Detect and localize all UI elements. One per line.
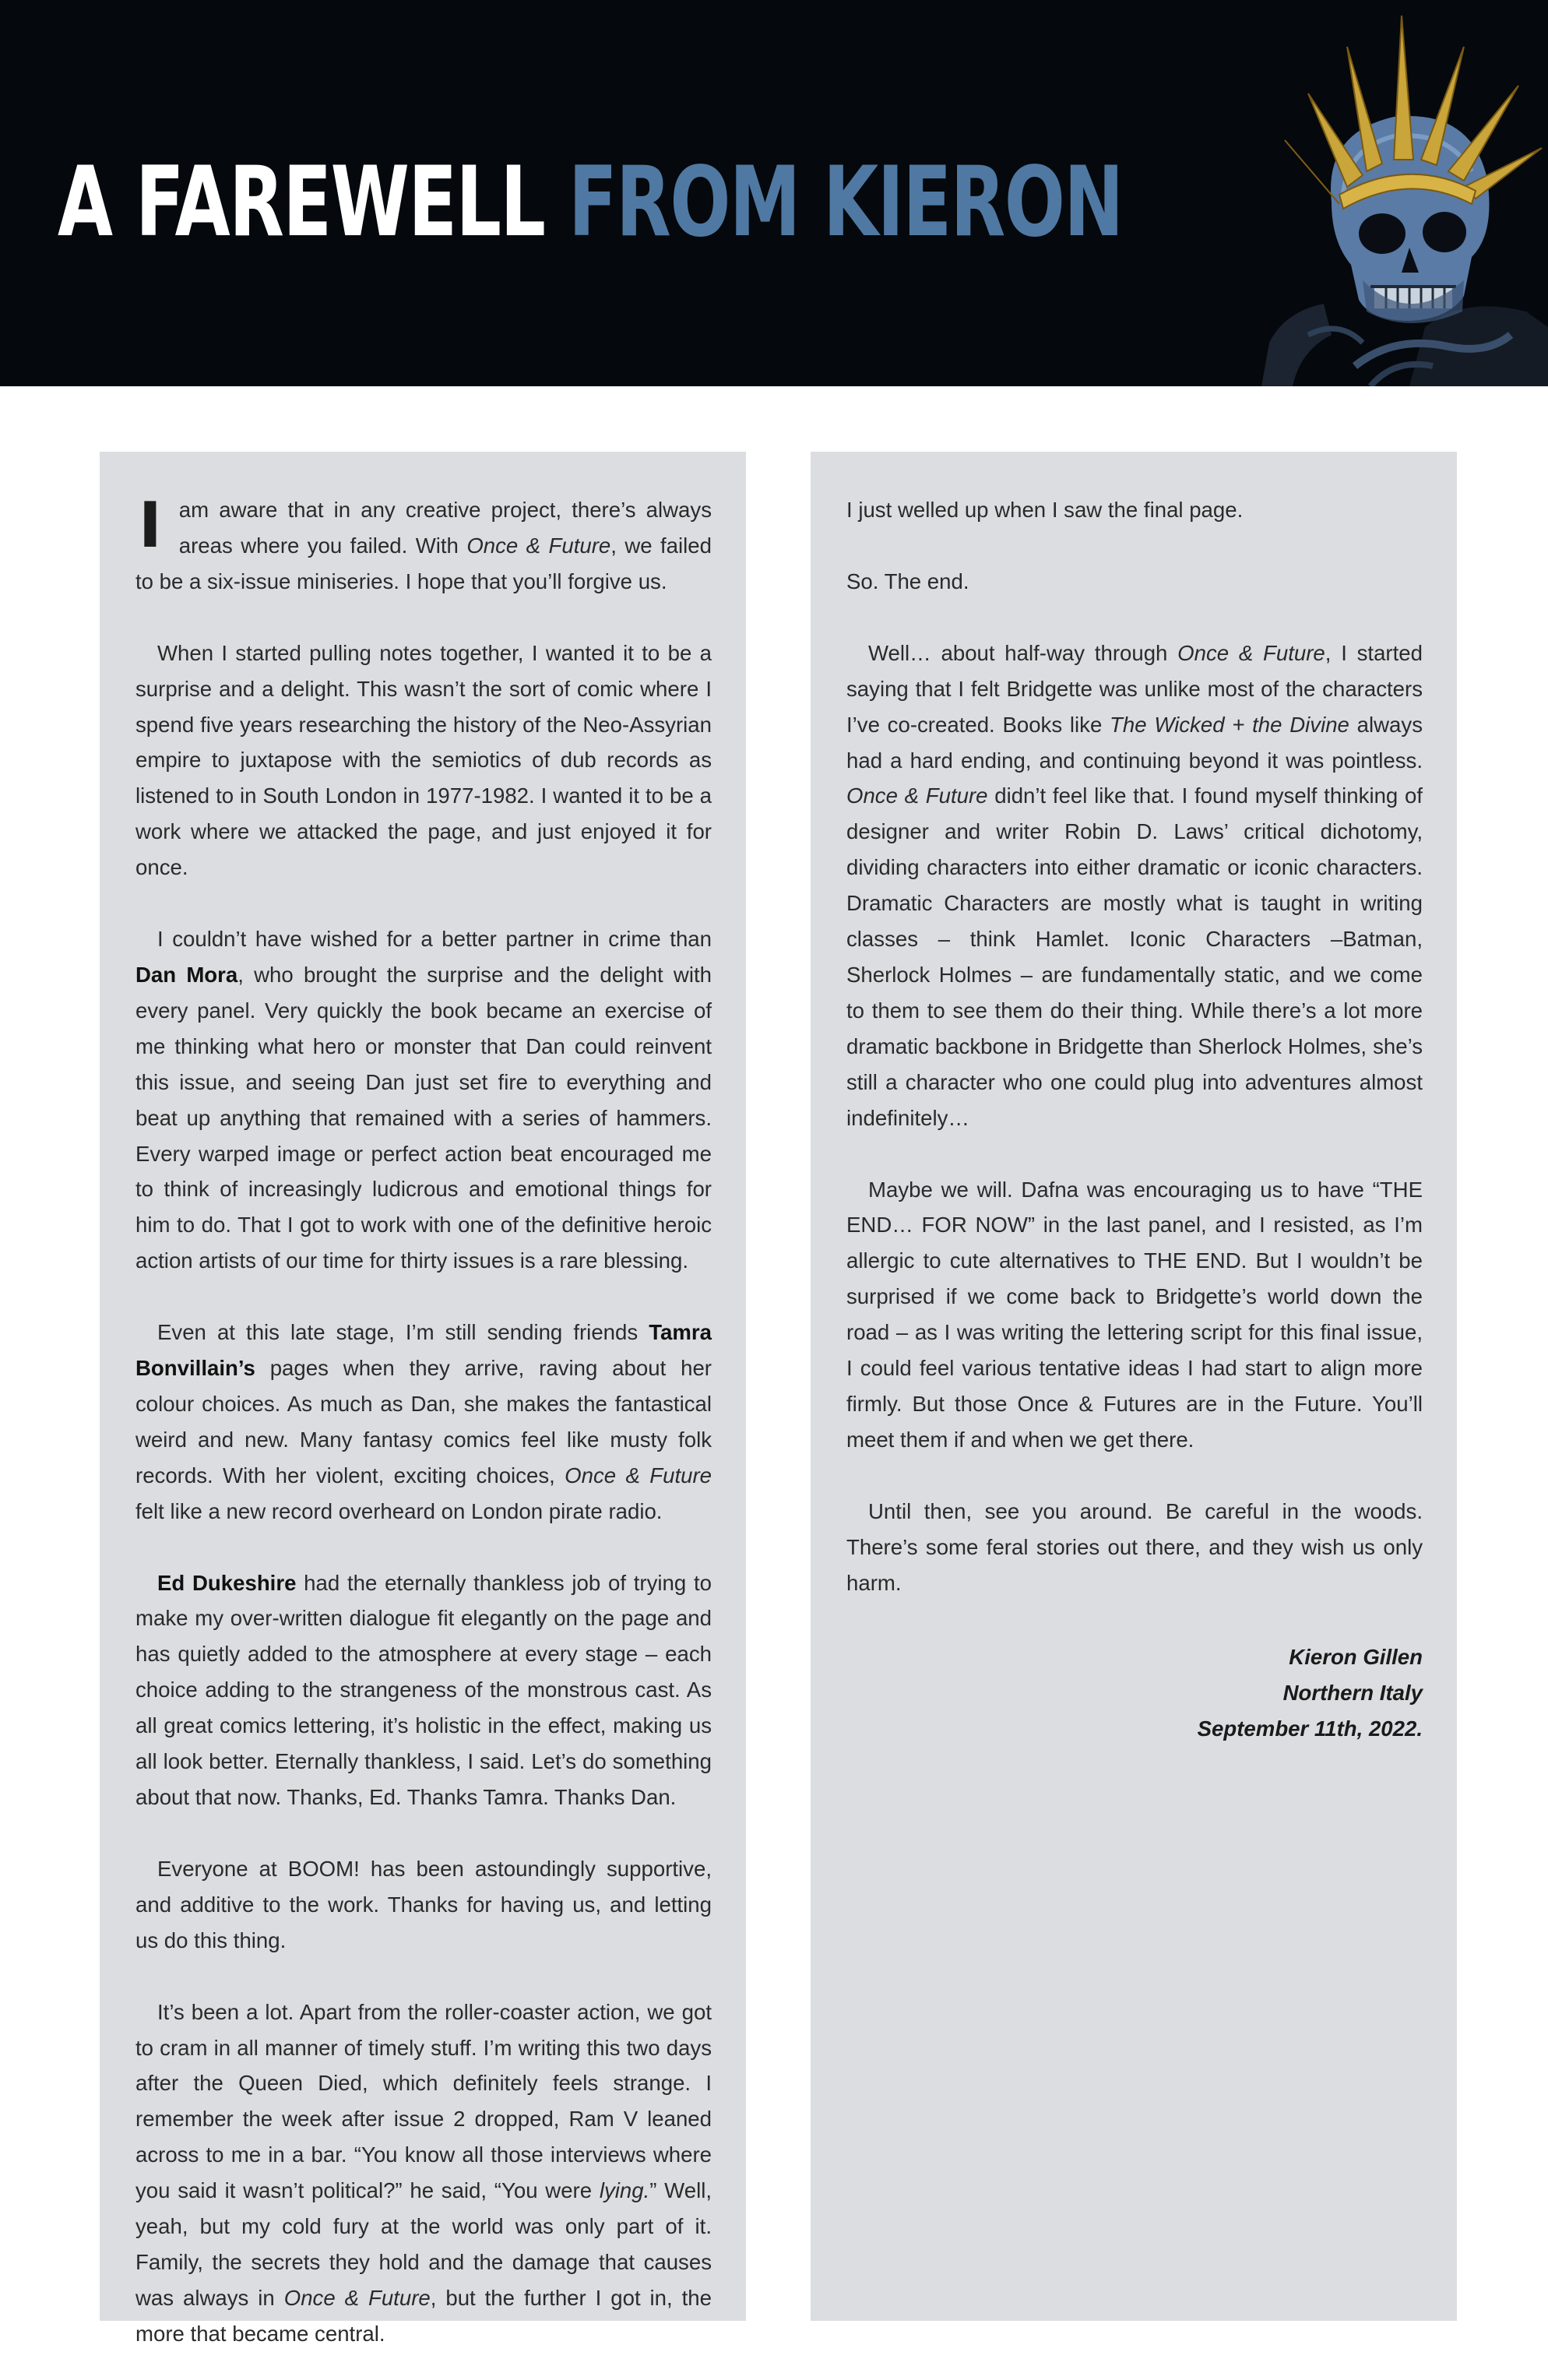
text-run: always had a hard ending, and continuing beyond it was pointless. — [846, 712, 1423, 773]
italic-title: Once & Future — [1177, 640, 1325, 665]
paragraph-1 — [135, 489, 712, 600]
text-run: , but the further I got in, the more that became central. — [135, 2285, 712, 2346]
text-run: am aware that in any creative project, there’s always areas where you failed. With — [178, 498, 712, 558]
paragraph-12: Until then, see you around. Be careful in the woods. There’s some feral stories out there, and they wish us only harm. — [846, 1498, 1423, 1595]
text-run: Even at this late stage, I’m still sending friends — [157, 1320, 649, 1345]
text-run: , we failed to be a six-issue miniseries. I hope that you’ll forgive us. — [135, 533, 712, 593]
italic-title: Once & Future — [846, 783, 988, 808]
text-run: , I started saying that I felt Bridgette was unlike most of the characters I’ve co-created. Books like — [846, 640, 1423, 737]
paragraph-5 — [135, 1565, 712, 1815]
paragraph-7 — [135, 1994, 712, 2352]
paragraph-2: When I started pulling notes together, I wanted it to be a surprise and a delight. This wasn’t the sort of comic where I spend five years researching the history of the Neo-Assyrian empire to juxtapose with the semiotics of dub records as listened to in South London in 1977-1982. I wanted it to be a work where we attacked the page, and just enjoyed it for once. — [135, 640, 712, 880]
signoff-date: September 11th, 2022. — [1197, 1716, 1423, 1741]
paragraph-6: Everyone at BOOM! has been astoundingly supportive, and additive to the work. Thanks for having us, and letting us do this thing. — [135, 1856, 712, 1952]
letter-column-left — [100, 452, 746, 2346]
text-run: It’s been a lot. Apart from the roller-coaster action, we got to cram in all manner of timely stuff. I’m writing this two days after the Queen Died, which definitely feels strange. I remember the week after issue 2 dropped, Ram V leaned across to me in a bar. “You know all those interviews where you said it wasn’t political?” he said, “You were — [135, 1999, 712, 2203]
drop-cap: I — [139, 489, 162, 562]
paragraph-11: Maybe we will. Dafna was encouraging us to have “THE END… FOR NOW” in the last panel, and I resisted, as I’m allergic to cute alternatives to THE END. But I wouldn’t be surprised if we come back to Bridgette’s world down the road – as I was writing the lettering script for this final issue, I could feel various tentative ideas I had start to align more firmly. But those Once & Futures are in the Future. You’ll meet them if and when we get there. — [846, 1177, 1423, 1452]
crowned-skull-icon — [1215, 0, 1548, 386]
paragraph-4 — [135, 1315, 712, 1529]
paragraph-9: So. The end. — [846, 569, 969, 593]
text-run: had the eternally thankless job of trying to make my over-written dialogue fit elegantly on the page and has quietly added to the atmosphere at every stage – each choice adding to the strangeness of the monstrous cast. As all great comics lettering, it’s holistic in the effect, making us all look better. Eternally thankless, I said. Let’s do something about that now. Thanks, Ed. Thanks Tamra. Thanks Dan. — [135, 1570, 712, 1809]
bold-name: Dan Mora — [135, 962, 238, 987]
letter-column-right — [811, 452, 1457, 2321]
signoff — [846, 1639, 1423, 1747]
paragraph-8: I just welled up when I saw the final page. — [846, 498, 1244, 522]
text-run: Well… about half-way through — [868, 640, 1178, 665]
title-part-white: A FAREWELL — [58, 146, 545, 259]
paragraph-10 — [846, 635, 1423, 1136]
text-run: I couldn’t have wished for a better partner in crime than — [157, 927, 712, 952]
italic-title: The Wicked + the Divine — [1110, 712, 1349, 737]
italic-word: lying. — [599, 2178, 650, 2203]
text-run: didn’t feel like that. I found myself thinking of designer and writer Robin D. Laws’ critical dichotomy, dividing characters into either dramatic or iconic characters. Dramatic Characters are mostly what is taught in writing classes – think Hamlet. Iconic Characters –Batman, Sherlock Holmes – are fundamentally static, and we come to them to see them do their thing. While there’s a lot more dramatic backbone in Bridgette than Sherlock Holmes, she’s still a character who one could plug into adventures almost indefinitely… — [846, 783, 1423, 1130]
text-run: pages when they arrive, raving about her colour choices. As much as Dan, she makes the fantastical weird and new. Many fantasy comics feel like musty folk records. With her violent, exciting choices, — [135, 1356, 712, 1488]
signoff-place: Northern Italy — [1282, 1681, 1423, 1706]
title-part-blue: FROM KIERON — [568, 146, 1123, 259]
page-title — [58, 140, 1123, 265]
italic-title: Once & Future — [565, 1463, 712, 1488]
italic-title: Once & Future — [283, 2285, 431, 2310]
text-run: , who brought the surprise and the delight with every panel. Very quickly the book became an exercise of me thinking what hero or monster that Dan could reinvent this issue, and seeing Dan just set fire to everything and beat up anything that remained with a series of hammers. Every warped image or perfect action beat encouraged me to think of increasingly ludicrous and emotional things for him to do. That I got to work with one of the definitive heroic action artists of our time for thirty issues is a rare blessing. — [135, 962, 712, 1273]
text-run: felt like a new record overheard on London pirate radio. — [135, 1498, 663, 1523]
italic-title: Once & Future — [466, 533, 611, 558]
bold-name: Tamra Bonvillain’s — [135, 1320, 712, 1381]
bold-name: Ed Dukeshire — [157, 1570, 297, 1595]
header-banner — [0, 0, 1548, 386]
signoff-name: Kieron Gillen — [1289, 1645, 1423, 1670]
paragraph-3 — [135, 921, 712, 1279]
text-run: ” Well, yeah, but my cold fury at the world was only part of it. Family, the secrets they hold and the damage that causes was always in — [135, 2178, 712, 2310]
